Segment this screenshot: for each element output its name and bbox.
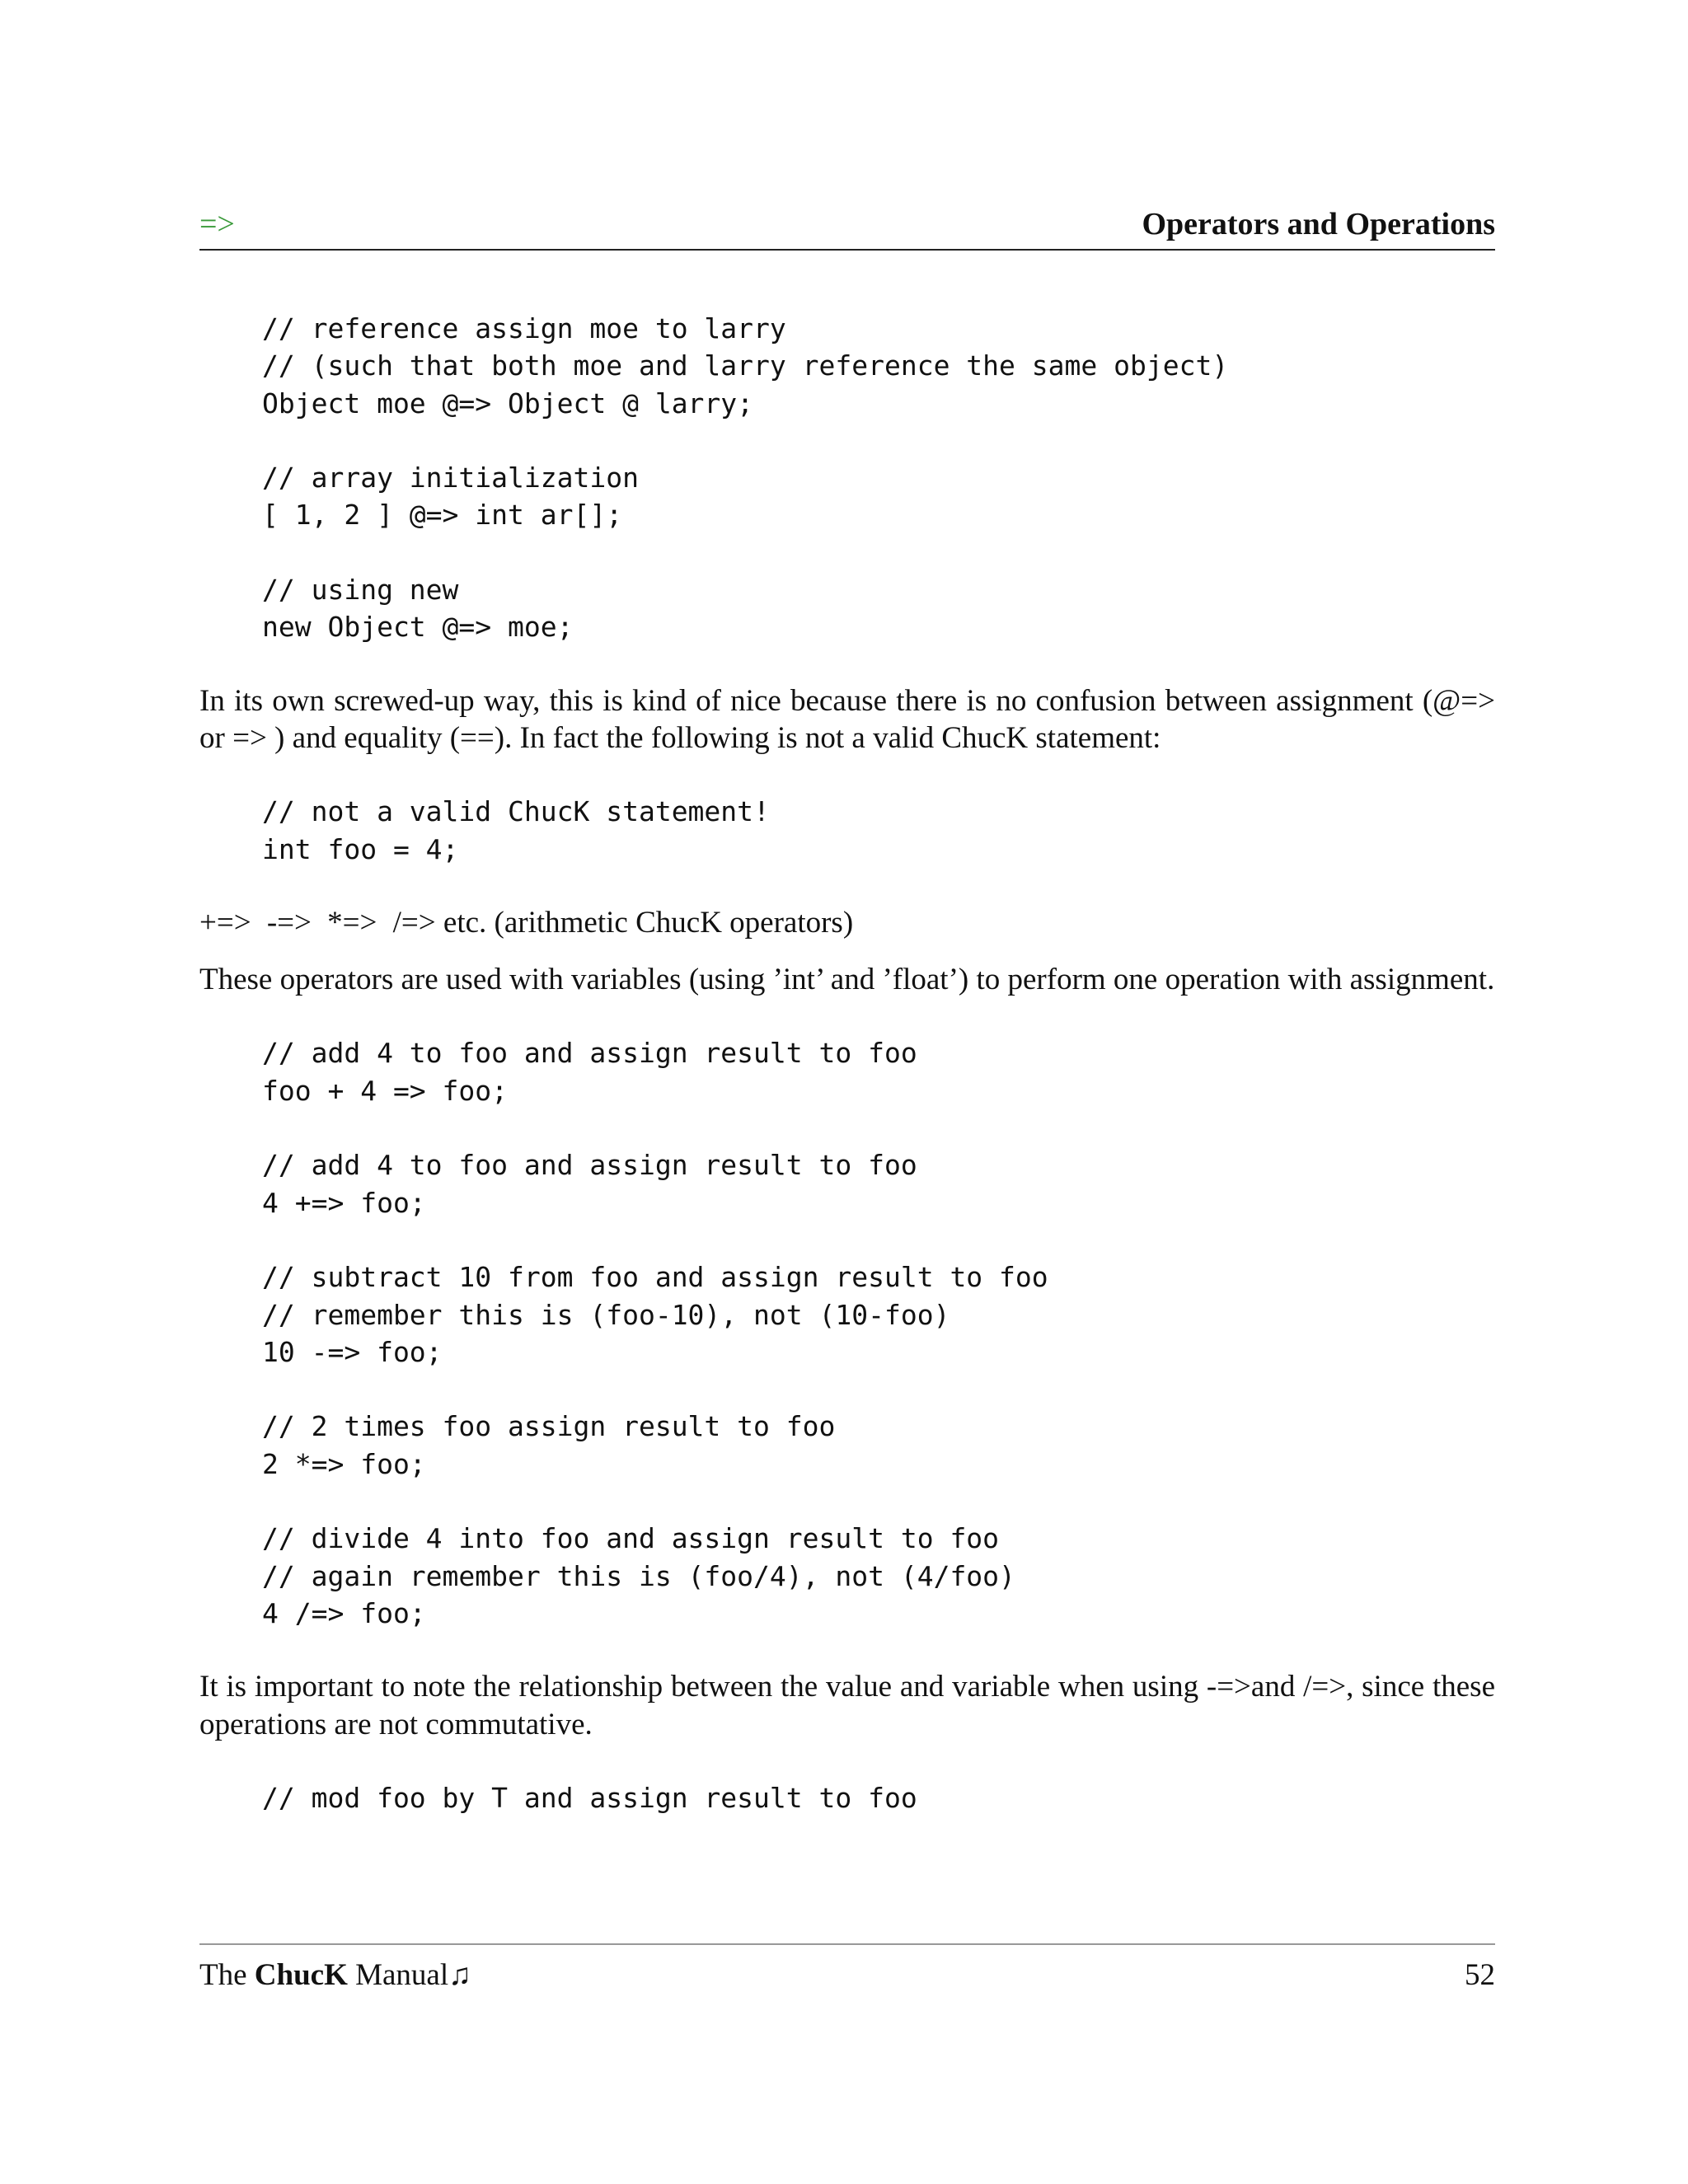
- code-line: [262, 1109, 1495, 1146]
- code-line: 2 *=> foo;: [262, 1447, 426, 1480]
- code-line: 4 +=> foo;: [262, 1186, 426, 1219]
- footer-chuck: ChucK: [254, 1958, 348, 1992]
- code-line: // not a valid ChucK statement!: [262, 795, 770, 828]
- paragraph-assignment-equality: In its own screwed-up way, this is kind of nice because there is no confusion between assignment (@=> or => ) and equality (==). In fact the following is not a valid ChucK statement:: [199, 683, 1495, 755]
- code-block-mod-example: [262, 1779, 1495, 1816]
- paragraph-commutative-note: It is important to note the relationship between the value and variable when using -=>and /=>, since these operations are not commutative.: [199, 1670, 1495, 1741]
- code-line: // using new: [262, 574, 459, 607]
- page-footer: [199, 1943, 1495, 1992]
- page-content: [199, 310, 1495, 1816]
- code-line: // 2 times foo assign result to foo: [262, 1410, 836, 1443]
- paragraph-operators-usage: These operators are used with variables (using ’int’ and ’float’) to perform one operation with assignment.: [199, 963, 1495, 997]
- code-block-reference-assign: [262, 310, 1495, 646]
- code-line: [262, 1483, 1495, 1520]
- code-block-invalid-statement: [262, 793, 1495, 868]
- code-line: 4 /=> foo;: [262, 1596, 426, 1629]
- page-header: [199, 204, 1495, 251]
- code-line: new Object @=> moe;: [262, 611, 574, 644]
- code-line: // mod foo by T and assign result to foo: [262, 1781, 917, 1814]
- code-line: int foo = 4;: [262, 832, 459, 865]
- code-line: // divide 4 into foo and assign result to foo: [262, 1522, 1000, 1555]
- page-number: 52: [1465, 1958, 1495, 1992]
- footer-manual: Manual♫: [355, 1958, 471, 1992]
- subheading-operators: +=> -=> *=> /=>: [199, 905, 436, 940]
- code-line: Object moe @=> Object @ larry;: [262, 387, 754, 419]
- code-line: [262, 422, 1495, 459]
- code-line: // add 4 to foo and assign result to foo: [262, 1037, 917, 1070]
- subheading-arithmetic-operators: [199, 904, 1495, 941]
- code-line: foo + 4 => foo;: [262, 1074, 509, 1107]
- code-line: // subtract 10 from foo and assign result to foo: [262, 1261, 1048, 1294]
- code-line: [262, 1221, 1495, 1258]
- code-block-arithmetic-examples: [262, 1034, 1495, 1632]
- code-line: // again remember this is (foo/4), not (4/foo): [262, 1559, 1015, 1592]
- header-section-title: Operators and Operations: [1142, 207, 1495, 241]
- subheading-text: etc. (arithmetic ChucK operators): [443, 905, 854, 940]
- code-line: [262, 534, 1495, 571]
- code-line: [ 1, 2 ] @=> int ar[];: [262, 499, 623, 532]
- code-line: 10 -=> foo;: [262, 1335, 443, 1368]
- code-line: // reference assign moe to larry: [262, 312, 786, 344]
- footer-the: The: [199, 1958, 247, 1992]
- header-operator-symbol: =>: [199, 207, 235, 241]
- code-line: // remember this is (foo-10), not (10-foo): [262, 1298, 950, 1331]
- code-line: // add 4 to foo and assign result to foo: [262, 1149, 917, 1182]
- code-line: // array initialization: [262, 462, 639, 494]
- footer-manual-title: [199, 1957, 471, 1994]
- code-line: [262, 1371, 1495, 1408]
- code-line: // (such that both moe and larry reference the same object): [262, 349, 1229, 382]
